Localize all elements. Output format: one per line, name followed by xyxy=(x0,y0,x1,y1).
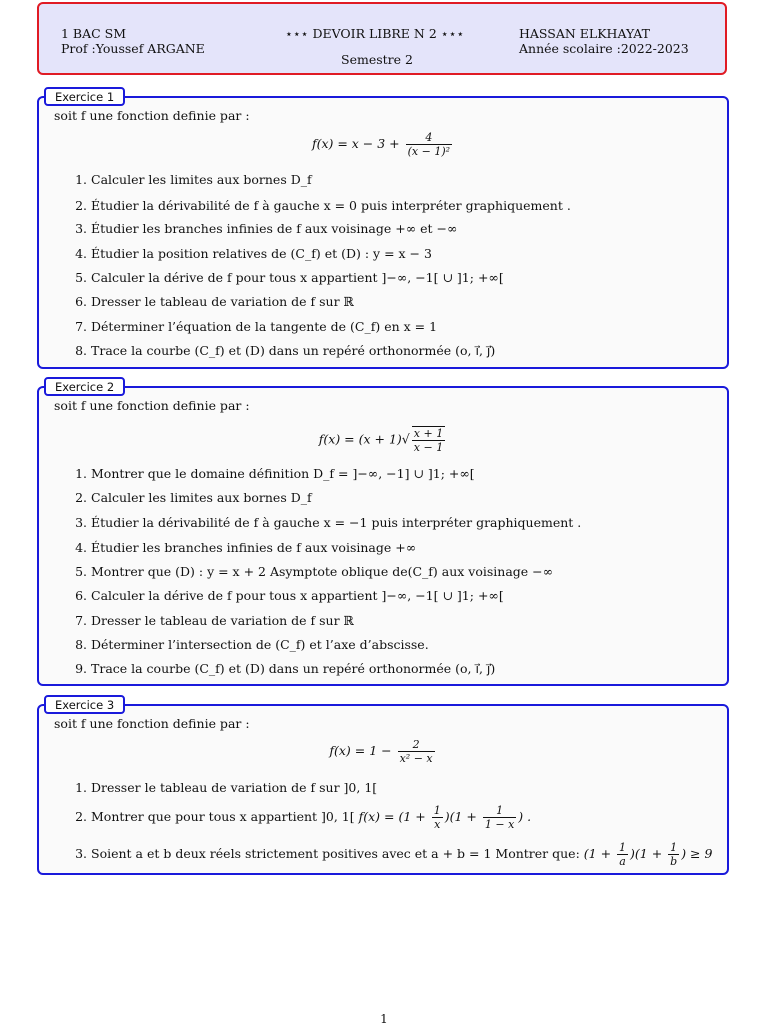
list-item: 3. Soient a et b deux réels strictement positives avec et a + b = 1 Montrer que: (1 + $\frac{1}{a}$ )(1 + $\frac{1}{b}$ ) ≥ 9 xyxy=(75,841,713,868)
list-item: 3. Étudier les branches infinies de f aux voisinage +∞ et −∞ xyxy=(75,221,458,236)
list-item: 2. Montrer que pour tous x appartient ]0, 1[ f(x) = (1 + $\frac{1}{x}$ )(1 + $\frac{1}{1 - x}$ ) . xyxy=(75,804,532,831)
page-number: 1 xyxy=(380,1012,388,1026)
list-item: 4. Étudier les branches infinies de f aux voisinage +∞ xyxy=(75,540,417,555)
semester-label: Semestre 2 xyxy=(341,52,413,67)
exercise-2-formula: f(x) = (x + 1)√ $\frac{x + 1}{x - 1}$ xyxy=(318,427,444,454)
document-title: ⋆⋆⋆ DEVOIR LIBRE N 2 ⋆⋆⋆ xyxy=(285,26,465,41)
exercise-3-intro: soit f une fonction definie par : xyxy=(54,716,250,731)
exercise-1-intro: soit f une fonction definie par : xyxy=(54,108,250,123)
exercise-1-box xyxy=(37,96,729,369)
author-label: HASSAN ELKHAYAT xyxy=(519,26,650,41)
list-item: 7. Dresser le tableau de variation de f sur ℝ xyxy=(75,613,354,628)
list-item: 1. Dresser le tableau de variation de f sur ]0, 1[ xyxy=(75,780,378,795)
list-item: 3. Étudier la dérivabilité de f à gauche x = −1 puis interpréter graphiquement . xyxy=(75,515,582,530)
list-item: 2. Étudier la dérivabilité de f à gauche x = 0 puis interpréter graphiquement . xyxy=(75,198,571,213)
list-item: 6. Dresser le tableau de variation de f sur ℝ xyxy=(75,294,354,309)
teacher-label: Prof :Youssef ARGANE xyxy=(61,41,205,56)
school-year-label: Année scolaire :2022-2023 xyxy=(519,41,689,56)
list-item: 2. Calculer les limites aux bornes D_f xyxy=(75,490,312,505)
exercise-3-tab: Exercice 3 xyxy=(44,695,125,714)
class-label: 1 BAC SM xyxy=(61,26,127,41)
exercise-2-box xyxy=(37,386,729,686)
list-item: 8. Trace la courbe (C_f) et (D) dans un repéré orthonormée (o, i⃗, j⃗) xyxy=(75,343,496,358)
exercise-1-formula: f(x) = x − 3 + $\frac{4}{\text{(x − 1)²}}$ xyxy=(311,131,451,158)
exercise-1-tab: Exercice 1 xyxy=(44,87,125,106)
list-item: 5. Montrer que (D) : y = x + 2 Asymptote oblique de(C_f) aux voisinage −∞ xyxy=(75,564,554,579)
exercise-3-formula: f(x) = 1 − $\frac{2}{\text{x² − x}}$ xyxy=(329,738,433,765)
list-item: 8. Déterminer l’intersection de (C_f) et l’axe d’abscisse. xyxy=(75,637,429,652)
list-item: 4. Étudier la position relatives de (C_f) et (D) : y = x − 3 xyxy=(75,246,432,261)
exercise-3-box xyxy=(37,704,729,875)
list-item: 5. Calculer la dérive de f pour tous x appartient ]−∞, −1[ ∪ ]1; +∞[ xyxy=(75,270,504,285)
exercise-2-intro: soit f une fonction definie par : xyxy=(54,398,250,413)
list-item: 1. Calculer les limites aux bornes D_f xyxy=(75,172,312,187)
list-item: 9. Trace la courbe (C_f) et (D) dans un repéré orthonormée (o, i⃗, j⃗) xyxy=(75,661,496,676)
header-box xyxy=(37,2,727,75)
list-item: 7. Déterminer l’équation de la tangente de (C_f) en x = 1 xyxy=(75,319,438,334)
list-item: 1. Montrer que le domaine définition D_f = ]−∞, −1] ∪ ]1; +∞[ xyxy=(75,466,475,481)
exercise-2-tab: Exercice 2 xyxy=(44,377,125,396)
list-item: 6. Calculer la dérive de f pour tous x appartient ]−∞, −1[ ∪ ]1; +∞[ xyxy=(75,588,504,603)
